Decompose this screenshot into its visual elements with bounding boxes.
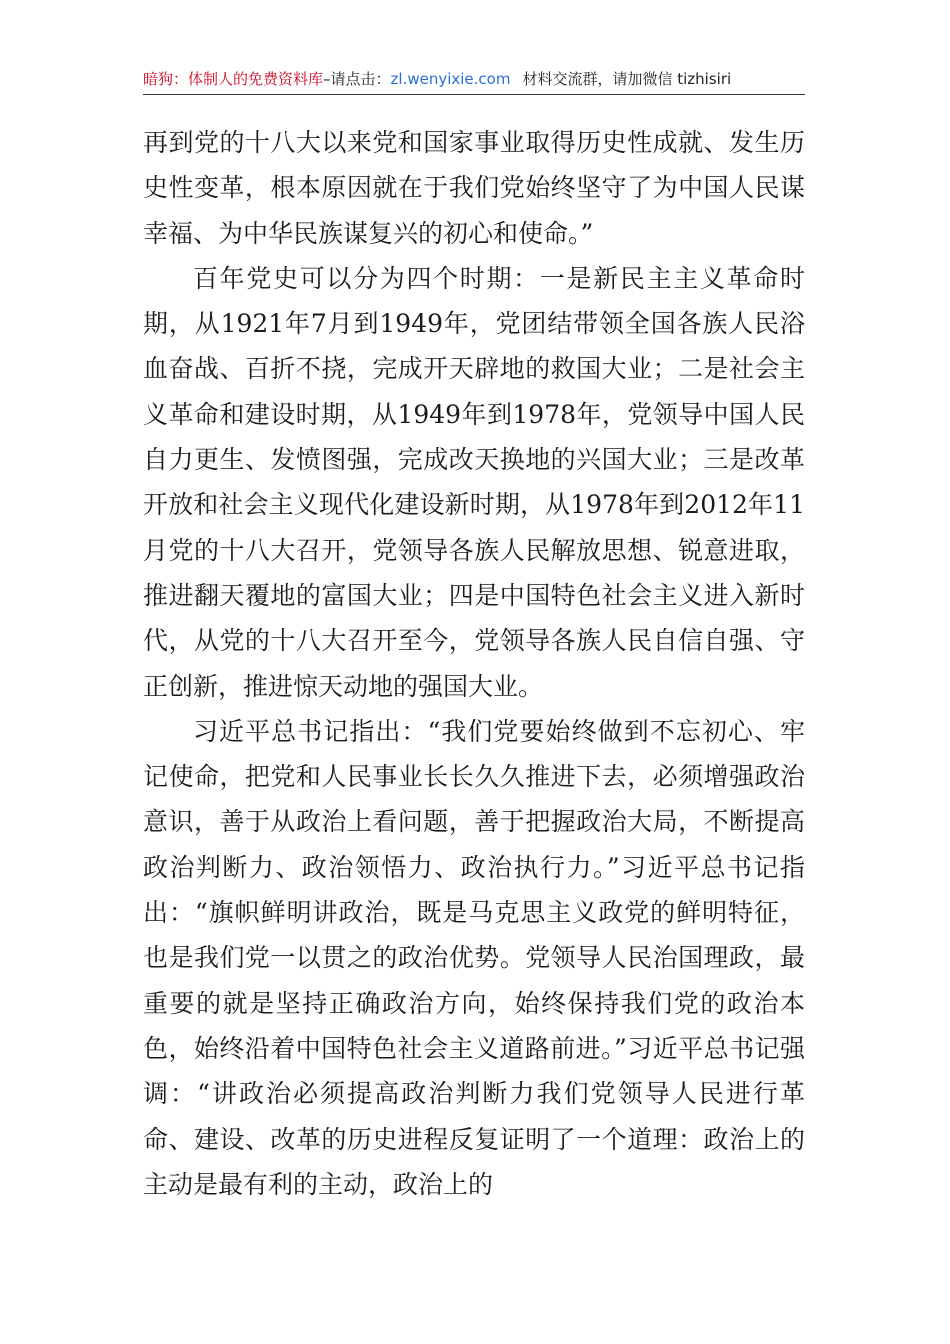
paragraph-four-periods: 百年党史可以分为四个时期：一是新民主主义革命时期，从1921年7月到1949年，党团结带领全国各族人民浴血奋战、百折不挠，完成开天辟地的救国大业；二是社会主义革命和建设时期，从1949年到1978年，党领导中国人民自力更生、发愤图强，完成改天换地的兴国大业；三是改革开放和社会主义现代化建设新时期，从1978年到2012年11月党的十八大召开，党领导各族人民解放思想、锐意进取，推进翻天覆地的富国大业；四是中国特色社会主义进入新时代，从党的十八大召开至今，党领导各族人民自信自强、守正创新，推进惊天动地的强国大业。: [143, 263, 805, 701]
paragraph-political-awareness: 习近平总书记指出：“我们党要始终做到不忘初心、牢记使命，把党和人民事业长长久久推进下去，必须增强政治意识，善于从政治上看问题，善于把握政治大局，不断提高政治判断力、政治领悟力、政治执行力。”习近平总书记指出：“旗帜鲜明讲政治，既是马克思主义政党的鲜明特征，也是我们党一以贯之的政治优势。党领导人民治国理政，最重要的就是坚持正确政治方向，始终保持我们党的政治本色，始终沿着中国特色社会主义道路前进。”习近平总书记强调：“讲政治必须提高政治判断力我们党领导人民进行革命、建设、改革的历史进程反复证明了一个道理：政治上的主动是最有利的主动，政治上的: [143, 716, 805, 1199]
header-prompt: –请点击：: [323, 70, 391, 88]
header-contact: 材料交流群，请加微信 tizhisiri: [522, 70, 732, 88]
header-brand: 暗狗：体制人的免费资料库: [143, 70, 324, 88]
document-body: [143, 120, 805, 1207]
header-link[interactable]: zl.wenyixie.com: [390, 70, 511, 88]
page-header: [143, 64, 805, 95]
paragraph-continuation: 再到党的十八大以来党和国家事业取得历史性成就、发生历史性变革，根本原因就在于我们党始终坚守了为中国人民谋幸福、为中华民族谋复兴的初心和使命。”: [143, 128, 805, 248]
